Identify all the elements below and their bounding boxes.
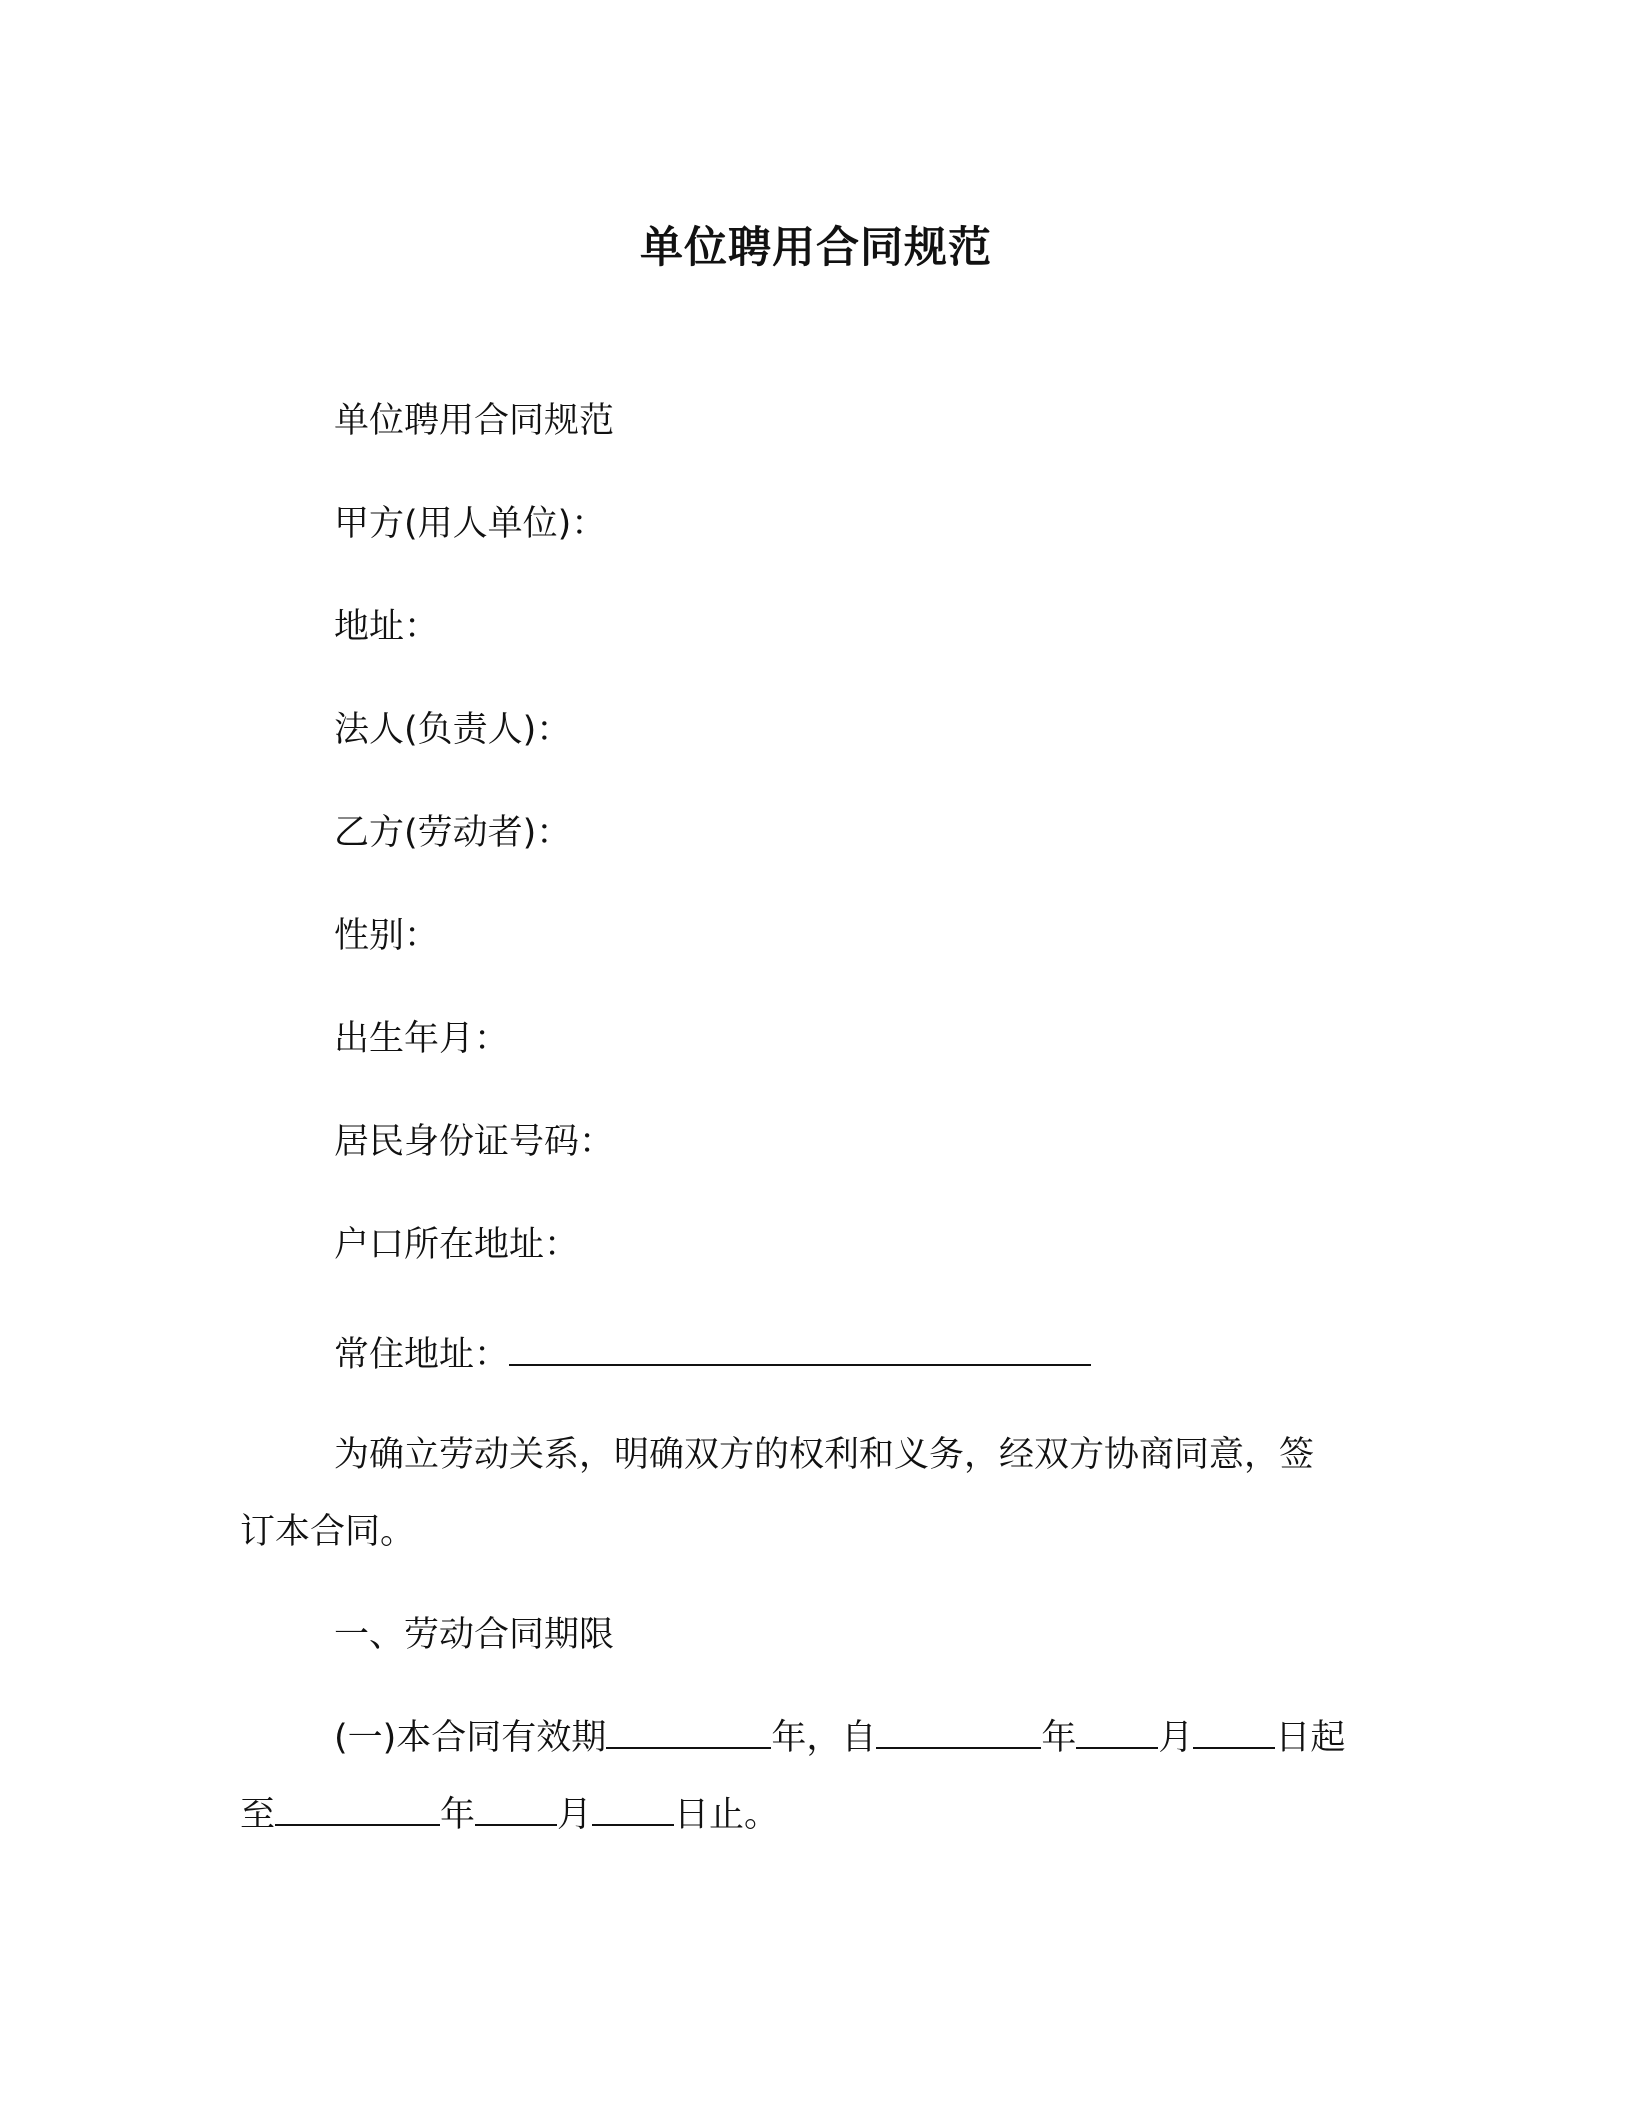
- end-year-blank: [275, 1794, 440, 1826]
- clause-1-day-start: 日起: [1275, 1718, 1346, 1758]
- document-title: 单位聘用合同规范: [640, 223, 992, 273]
- clause-1-label: (一)本合同有效期: [334, 1718, 607, 1758]
- residence-label: 常住地址：: [334, 1335, 510, 1375]
- start-month-blank: [1076, 1717, 1158, 1749]
- field-residence: [334, 1330, 1091, 1380]
- field-legal-rep: 法人(负责人)：: [334, 710, 572, 750]
- term-years-blank: [606, 1717, 771, 1749]
- clause-1-month: 月: [1158, 1718, 1194, 1758]
- intro-line-1: 为确立劳动关系，明确双方的权利和义务，经双方协商同意，签: [334, 1435, 1315, 1475]
- clause-1-to: 至: [240, 1795, 276, 1835]
- end-month-blank: [475, 1794, 557, 1826]
- field-party-a: 甲方(用人单位)：: [334, 504, 607, 544]
- start-year-blank: [876, 1717, 1041, 1749]
- residence-blank-line: [509, 1334, 1091, 1366]
- clause-1-year-from: 年，自: [771, 1718, 877, 1758]
- clause-1-end-month: 月: [557, 1795, 593, 1835]
- document-subtitle: 单位聘用合同规范: [334, 401, 615, 441]
- field-address: 地址：: [334, 607, 440, 647]
- intro-line-2: 订本合同。: [240, 1512, 416, 1552]
- clause-1-line-1: [334, 1713, 1345, 1763]
- field-gender: 性别：: [334, 916, 440, 956]
- clause-1-end-day: 日止。: [674, 1795, 780, 1835]
- end-day-blank: [592, 1794, 674, 1826]
- field-party-b: 乙方(劳动者)：: [334, 813, 572, 853]
- field-id-number: 居民身份证号码：: [334, 1122, 615, 1162]
- clause-1-end-year: 年: [440, 1795, 476, 1835]
- clause-1-line-2: [240, 1790, 779, 1840]
- field-birth: 出生年月：: [334, 1019, 510, 1059]
- section-1-heading: 一、劳动合同期限: [334, 1615, 615, 1655]
- start-day-blank: [1193, 1717, 1275, 1749]
- clause-1-year: 年: [1041, 1718, 1077, 1758]
- field-hukou-address: 户口所在地址：: [334, 1225, 580, 1265]
